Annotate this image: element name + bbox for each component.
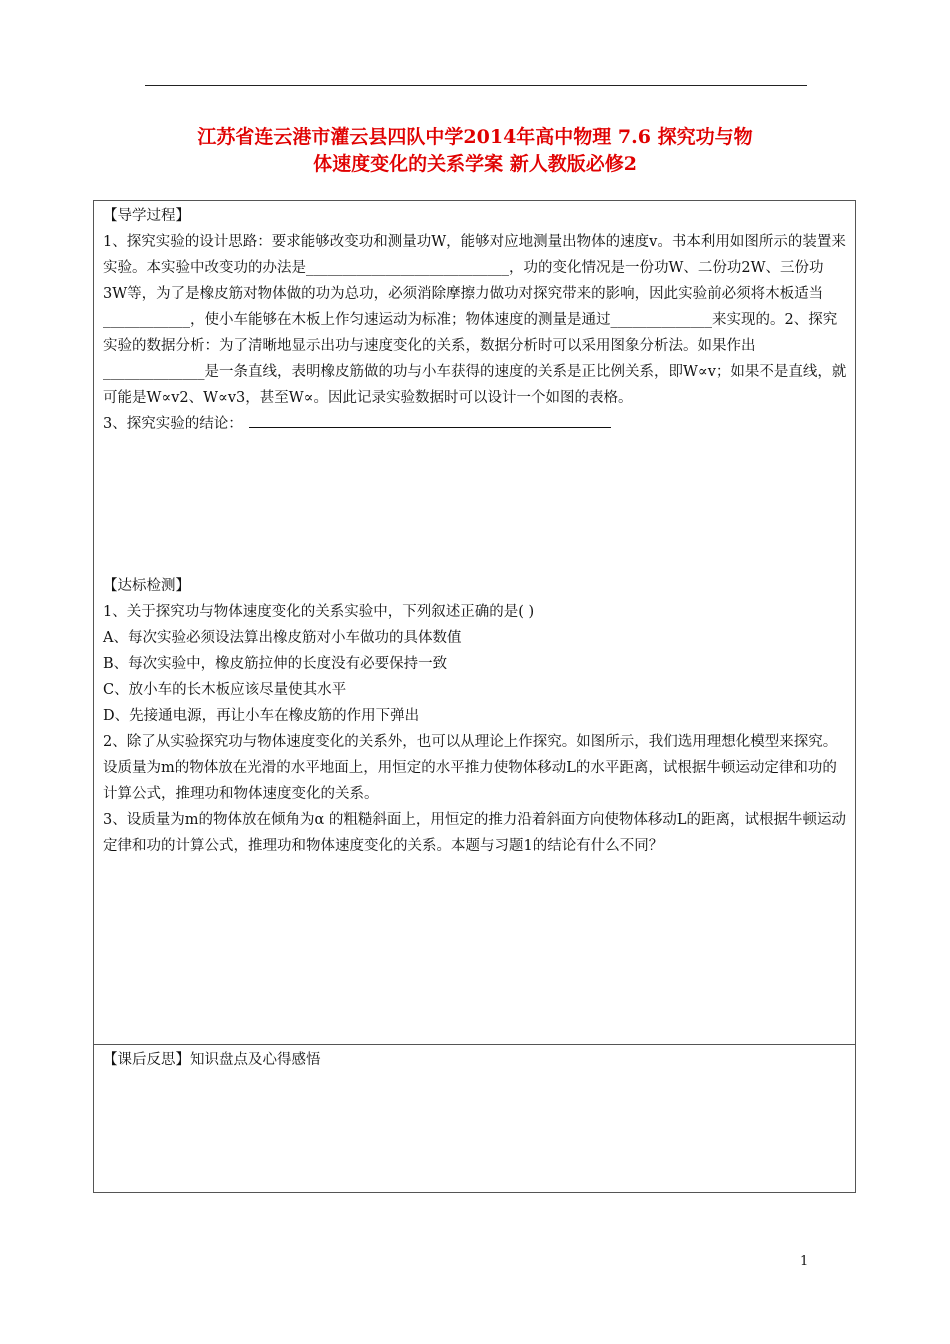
reflection-section xyxy=(103,1047,847,1073)
reflection-heading: 【课后反思】 xyxy=(103,1052,190,1068)
section-divider xyxy=(94,1044,855,1045)
question-1: 1、关于探究功与物体速度变化的关系实验中，下列叙述正确的是( ) xyxy=(103,604,535,620)
worksheet-frame xyxy=(93,200,856,1193)
test-section xyxy=(103,573,847,859)
page-number: 1 xyxy=(800,1254,809,1269)
question-3: 3、设质量为m的物体放在倾角为α 的粗糙斜面上，用恒定的推力沿着斜面方向使物体移动L的距离，试根据牛顿运动定律和功的计算公式，推理功和物体速度变化的关系。本题与习题1的结论有什么不同？ xyxy=(103,812,847,854)
option-c: C、放小车的长木板应该尽量使其水平 xyxy=(103,682,347,698)
question-2: 2、除了从实验探究功与物体速度变化的关系外，也可以从理论上作探究。如图所示，我们选用理想化模型来探究。设质量为m的物体放在光滑的水平地面上，用恒定的水平推力使物体移动L的水平距离，试根据牛顿运动定律和功的计算公式，推理功和物体速度变化的关系。 xyxy=(103,734,838,802)
conclusion-answer-line[interactable] xyxy=(249,411,611,428)
header-rule xyxy=(145,85,807,86)
guide-section xyxy=(103,203,847,437)
reflection-row xyxy=(103,1047,847,1073)
guide-paragraph: 1、探究实验的设计思路：要求能够改变功和测量功W，能够对应地测量出物体的速度v。书本利用如图所示的装置来实验。本实验中改变功的办法是____________________________，功的变化情况是一份功W、二份功2W、三份功3W等，为了是橡皮筋对物体做的功为总功，必须消除摩擦力做功对探究带来的影响，因此实验前必须将木板适当____________，使小车能够在木板上作匀速运动为标准；物体速度的测量是通过______________来实现的。2、探究实验的数据分析：为了清晰地显示出功与速度变化的关系，数据分析时可以采用图象分析法。如果作出______________是一条直线，表明橡皮筋做的功与小车获得的速度的关系是正比例关系，即W∝v；如果不是直线，就可能是W∝v2、W∝v3，甚至W∝。因此记录实验数据时可以设计一个如图的表格。 xyxy=(103,234,847,406)
conclusion-row xyxy=(103,411,847,437)
title-line-1: 江苏省连云港市灌云县四队中学2014年高中物理 7.6 探究功与物 xyxy=(197,126,753,148)
conclusion-label: 3、探究实验的结论： xyxy=(103,416,243,432)
document-title xyxy=(100,124,850,178)
guide-heading: 【导学过程】 xyxy=(103,208,190,224)
test-heading: 【达标检测】 xyxy=(103,578,190,594)
reflection-text: 知识盘点及心得感悟 xyxy=(190,1052,321,1068)
option-d: D、先接通电源，再让小车在橡皮筋的作用下弹出 xyxy=(103,708,420,724)
option-b: B、每次实验中，橡皮筋拉伸的长度没有必要保持一致 xyxy=(103,656,448,672)
option-a: A、每次实验必须设法算出橡皮筋对小车做功的具体数值 xyxy=(103,630,462,646)
title-line-2: 体速度变化的关系学案 新人教版必修2 xyxy=(313,153,637,175)
